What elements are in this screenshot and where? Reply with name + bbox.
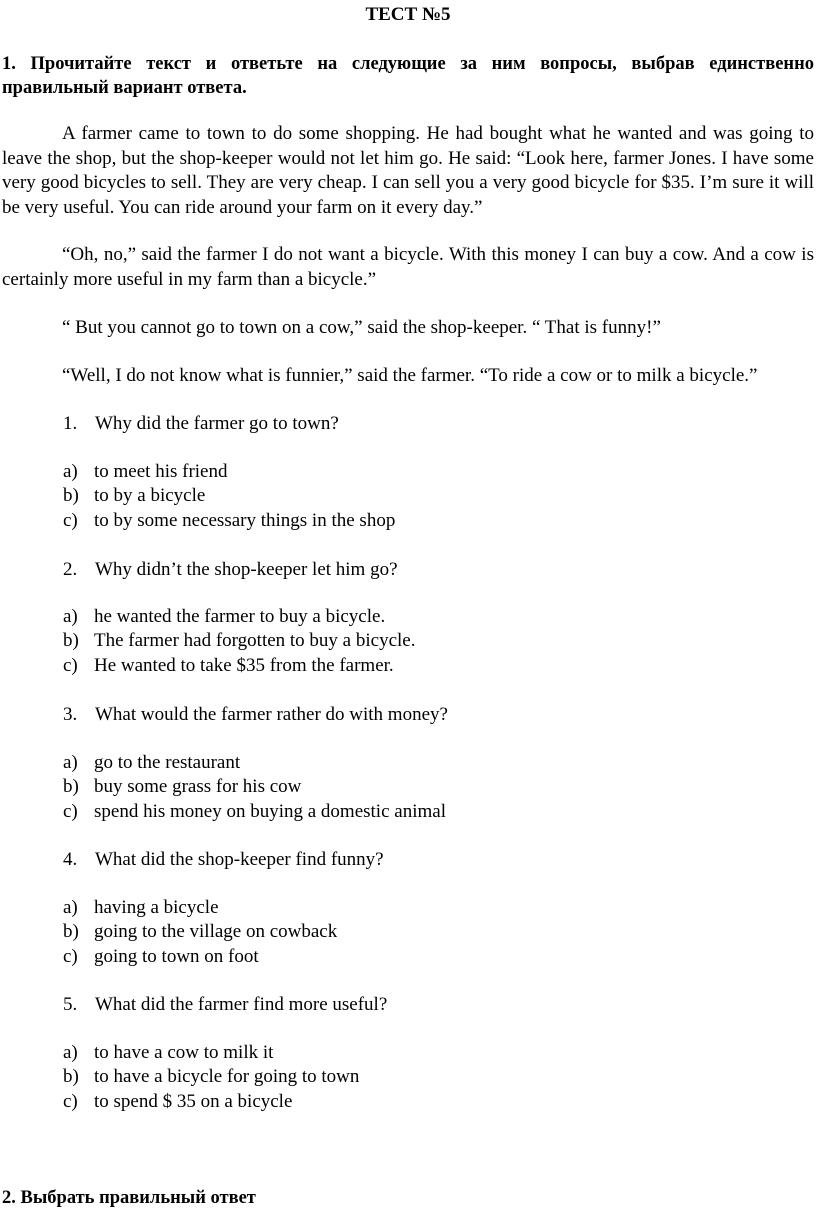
- question-number: 3.: [63, 704, 78, 725]
- question-1: [63, 412, 803, 436]
- question-2: [63, 558, 803, 582]
- option-letter: a): [63, 1042, 78, 1063]
- question-text: What would the farmer rather do with money?: [95, 704, 448, 725]
- answer-option: [63, 1065, 803, 1089]
- answer-option: [63, 800, 803, 824]
- question-number: 5.: [63, 994, 78, 1015]
- option-text: to spend $ 35 on a bicycle: [94, 1090, 293, 1112]
- question-text: What did the farmer find more useful?: [95, 994, 388, 1015]
- story-paragraph-2: “Oh, no,” said the farmer I do not want a bicycle. With this money I can buy a cow. And a cow is certainly more useful in my farm than a bicycle.”: [2, 244, 814, 290]
- option-letter: a): [63, 752, 78, 773]
- option-text: to by some necessary things in the shop: [94, 509, 396, 531]
- option-letter: c): [63, 800, 78, 822]
- option-letter: a): [63, 897, 78, 918]
- option-letter: b): [63, 485, 79, 507]
- answer-option: [63, 460, 803, 484]
- option-text: going to the village on cowback: [94, 921, 338, 943]
- option-text: go to the restaurant: [94, 752, 241, 773]
- option-text: to by a bicycle: [94, 485, 206, 507]
- question-number: 4.: [63, 849, 78, 870]
- answer-option: [63, 775, 803, 799]
- story-paragraph-3: “ But you cannot go to town on a cow,” said the shop-keeper. “ That is funny!”: [62, 317, 661, 338]
- answer-option: [63, 484, 803, 508]
- question-5: [63, 993, 803, 1017]
- answer-option: [63, 896, 803, 920]
- option-text: to have a cow to milk it: [94, 1042, 274, 1063]
- option-letter: c): [63, 509, 78, 531]
- question-3-options: [63, 751, 803, 824]
- question-text: Why did the farmer go to town?: [95, 413, 339, 434]
- option-letter: b): [63, 630, 79, 652]
- option-letter: a): [63, 606, 78, 627]
- question-text: What did the shop-keeper find funny?: [95, 849, 384, 870]
- question-number: 2.: [63, 559, 78, 580]
- option-text: The farmer had forgotten to buy a bicycle.: [94, 630, 416, 652]
- answer-option: [63, 751, 803, 775]
- answer-option: [63, 629, 803, 653]
- question-2-options: [63, 605, 803, 678]
- answer-option: [63, 654, 803, 678]
- option-text: he wanted the farmer to buy a bicycle.: [94, 606, 386, 627]
- option-text: buy some grass for his cow: [94, 776, 302, 798]
- answer-option: [63, 509, 803, 533]
- option-letter: c): [63, 945, 78, 967]
- answer-option: [63, 920, 803, 944]
- option-letter: a): [63, 461, 78, 482]
- task-2-heading: 2. Выбрать правильный ответ: [2, 1188, 256, 1208]
- question-text: Why didn’t the shop-keeper let him go?: [95, 559, 398, 580]
- option-text: He wanted to take $35 from the farmer.: [94, 654, 394, 676]
- answer-option: [63, 1041, 803, 1065]
- option-letter: b): [63, 776, 79, 798]
- option-text: going to town on foot: [94, 945, 259, 967]
- option-text: having a bicycle: [94, 897, 219, 918]
- option-text: to have a bicycle for going to town: [94, 1066, 360, 1088]
- answer-option: [63, 1090, 803, 1114]
- option-letter: b): [63, 921, 79, 943]
- answer-option: [63, 945, 803, 969]
- story-paragraph-4: “Well, I do not know what is funnier,” said the farmer. “To ride a cow or to milk a bicycle.”: [62, 365, 758, 386]
- question-1-options: [63, 460, 803, 533]
- option-text: to meet his friend: [94, 461, 228, 482]
- story-paragraph-1: A farmer came to town to do some shopping. He had bought what he wanted and was going to leave the shop, but the shop-keeper would not let him go. He said: “Look here, farmer Jones. I have some very good bicycles to sell. They are very cheap. I can sell you a very good bicycle for $35. I’m sure it will be very useful. You can ride around your farm on it every day.”: [2, 123, 814, 218]
- task-1-instructions: 1. Прочитайте текст и ответьте на следующие за ним вопросы, выбрав единственно правильный вариант ответа.: [2, 54, 814, 98]
- option-text: spend his money on buying a domestic animal: [94, 800, 446, 822]
- question-3: [63, 703, 803, 727]
- question-5-options: [63, 1041, 803, 1114]
- option-letter: b): [63, 1066, 79, 1088]
- option-letter: c): [63, 654, 78, 676]
- answer-option: [63, 605, 803, 629]
- option-letter: c): [63, 1090, 78, 1112]
- question-4: [63, 848, 803, 872]
- test-title: ТЕСТ №5: [365, 4, 451, 25]
- question-4-options: [63, 896, 803, 969]
- question-number: 1.: [63, 413, 78, 434]
